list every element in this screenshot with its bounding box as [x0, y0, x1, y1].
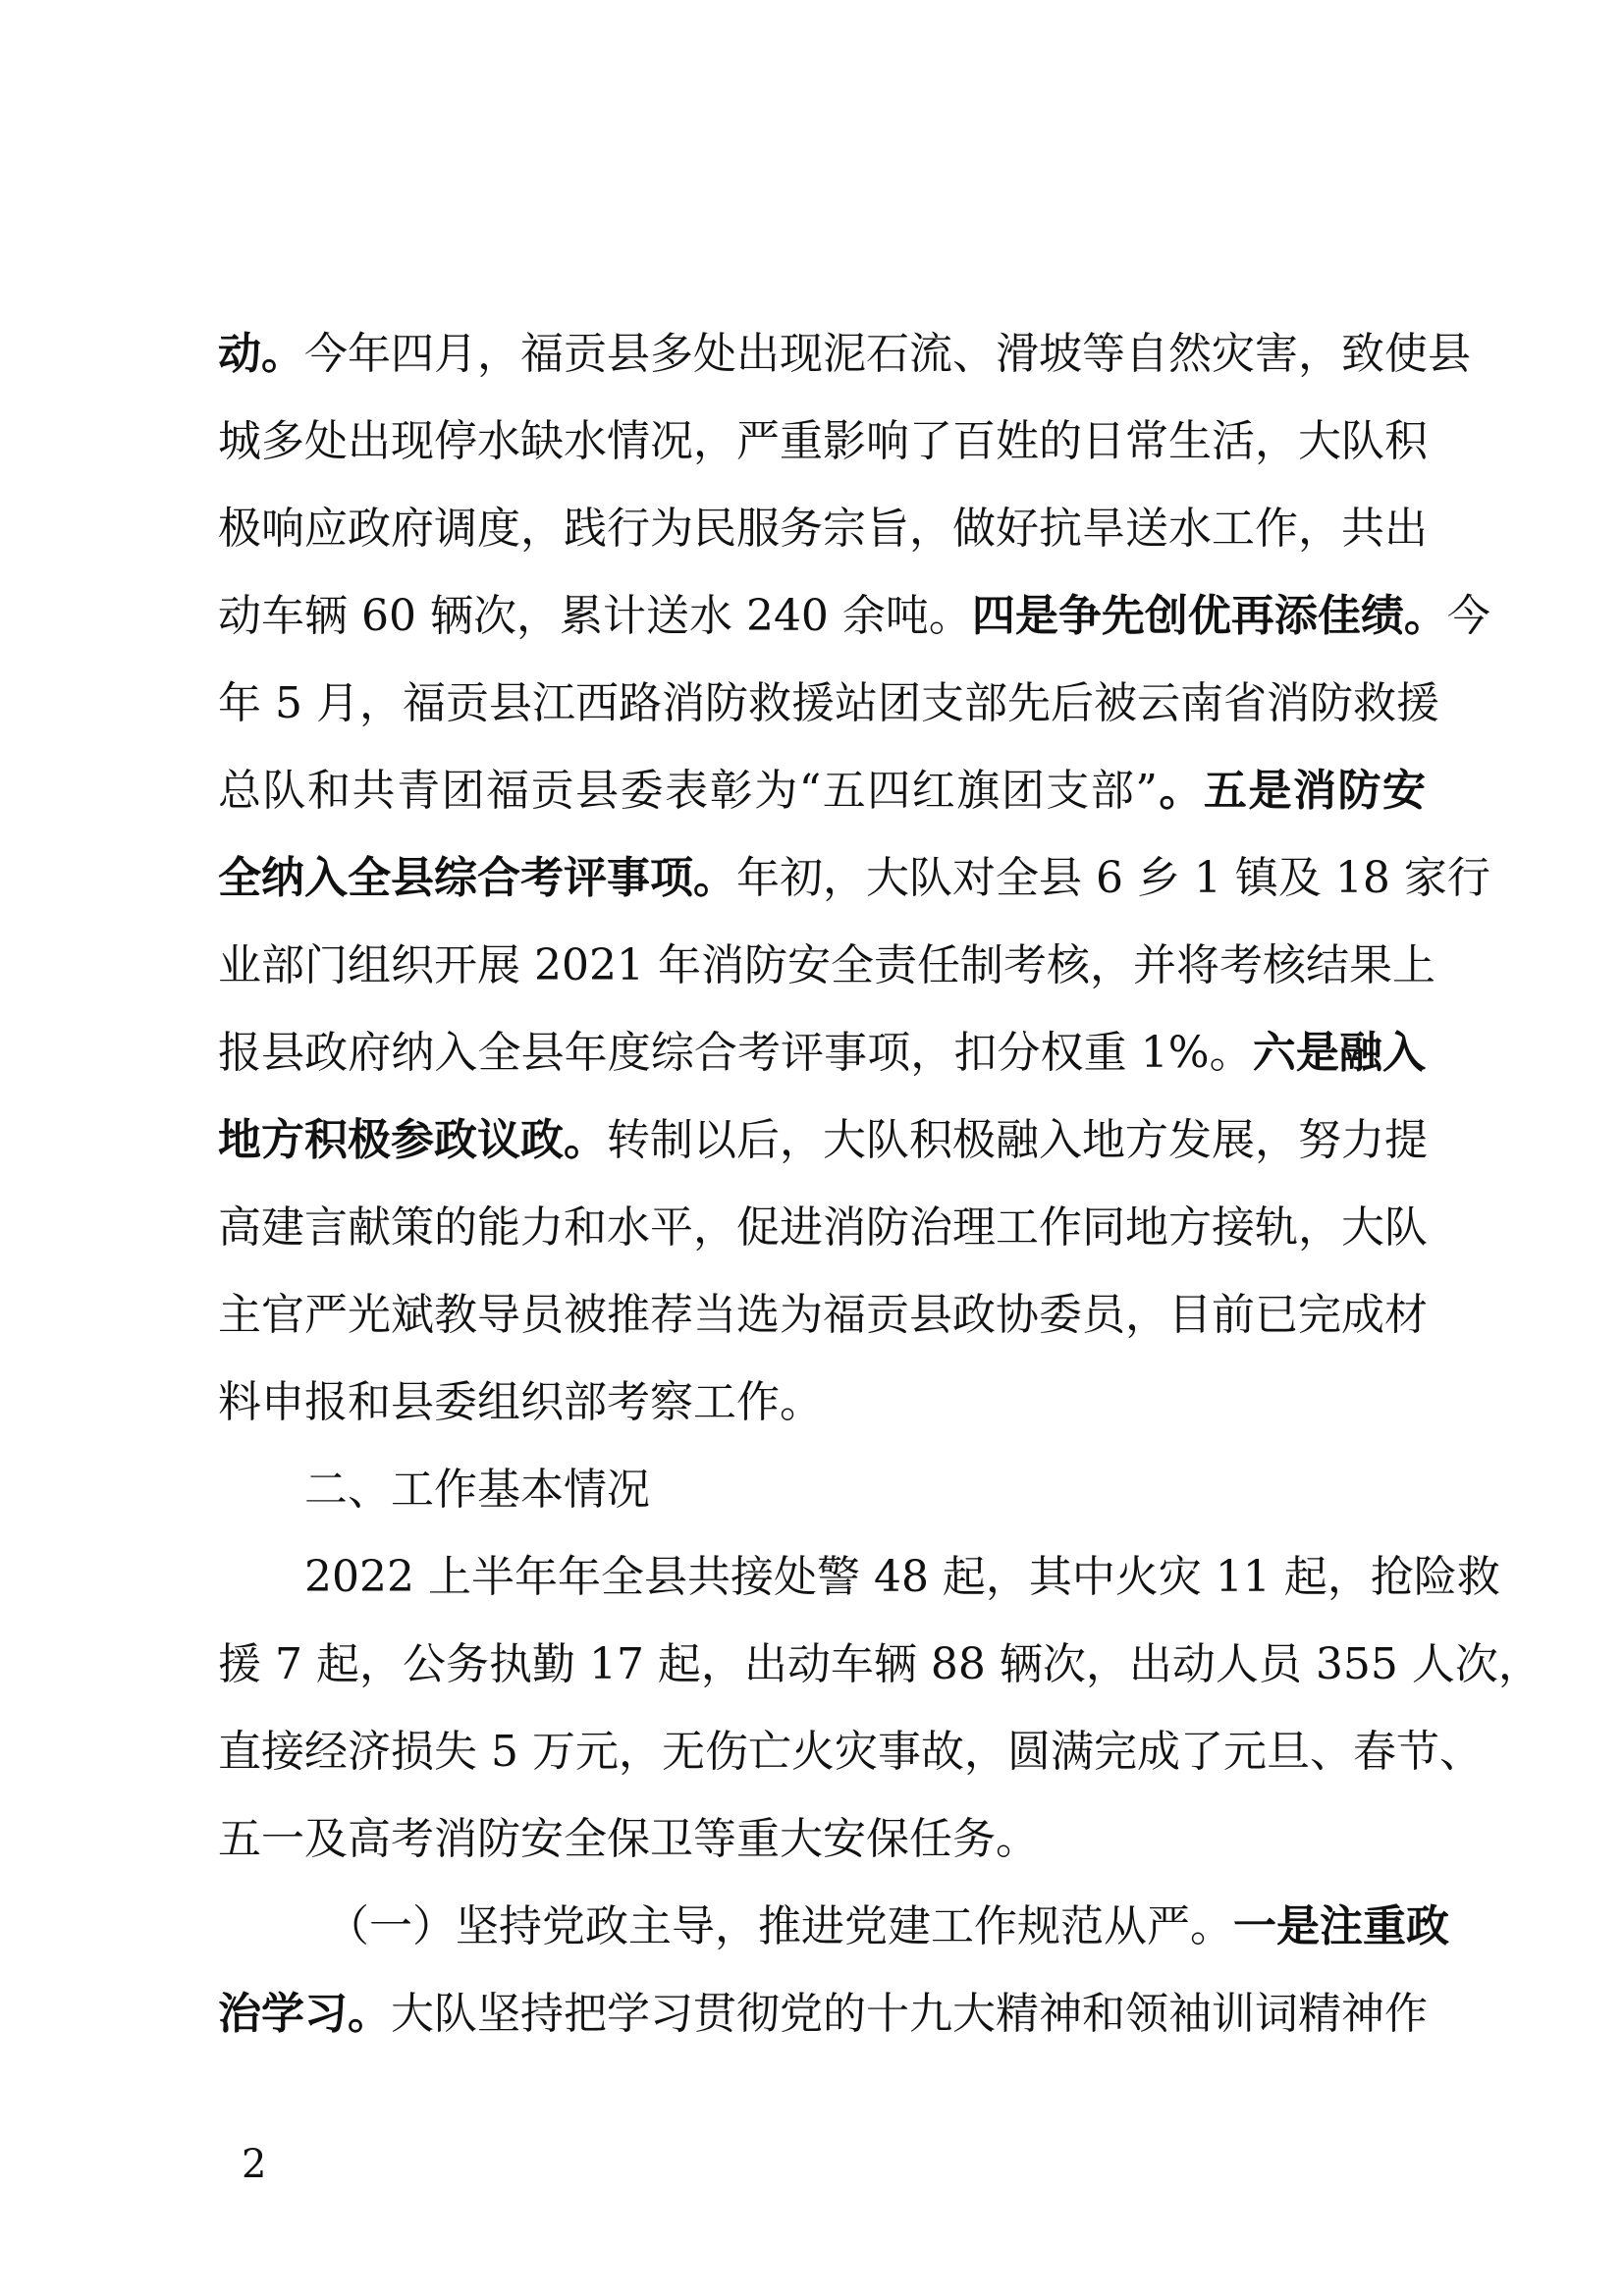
text-run: 今年四月，福贡县多处出现泥石流、滑坡等自然灾害，致使县: [304, 329, 1471, 379]
bold-run: 。五是消防安: [1157, 766, 1427, 816]
bold-run: 治学习。: [218, 1989, 391, 2039]
bold-run: 一是注重政: [1233, 1901, 1449, 1951]
text-line: [218, 1621, 1542, 1708]
text-line: [218, 1096, 1426, 1184]
text-line: [218, 1533, 1500, 1621]
text-run: 二、工作基本情况: [304, 1465, 650, 1515]
text-line: [218, 572, 1490, 660]
text-line: [218, 1184, 1426, 1271]
bold-run: 全纳入全县综合考评事项。: [218, 853, 736, 903]
text-run: 城多处出现停水缺水情况，严重影响了百姓的日常生活，大队积: [218, 416, 1428, 466]
text-run: 极响应政府调度，践行为民服务宗旨，做好抗旱送水工作，共出: [218, 504, 1428, 554]
text-run: 动车辆 60 辆次，累计送水 240 余吨。: [218, 591, 972, 641]
text-run: 今: [1446, 591, 1490, 641]
text-line: [218, 747, 1426, 834]
text-run: 总队和共青团福贡县委表彰为“五四红旗团支部”: [218, 766, 1158, 816]
body-text: [218, 310, 1542, 2057]
text-run: 2022 上半年年全县共接处警 48 起，其中火灾 11 起，抢险救: [304, 1552, 1500, 1602]
text-run: （一）坚持党政主导，推进党建工作规范从严。: [326, 1901, 1233, 1951]
text-line: [218, 485, 1426, 572]
bold-run: 四是争先创优再添佳绩。: [971, 591, 1447, 641]
text-line: [218, 1708, 1483, 1795]
text-run: 高建言献策的能力和水平，促进消防治理工作同地方接轨，大队: [218, 1202, 1428, 1253]
text-run: 料申报和县委组织部考察工作。: [218, 1377, 823, 1427]
text-run: 报县政府纳入全县年度综合考评事项，扣分权重 1%。: [218, 1028, 1253, 1078]
text-run: 业部门组织开展 2021 年消防安全责任制考核，并将考核结果上: [218, 940, 1435, 990]
text-run: 年 5 月，福贡县江西路消防救援站团支部先后被云南省消防救援: [218, 678, 1439, 728]
text-run: 转制以后，大队积极融入地方发展，努力提: [607, 1115, 1428, 1165]
page-number: 2: [242, 2142, 267, 2187]
text-line: [218, 1970, 1426, 2057]
text-line: [218, 834, 1490, 922]
bold-run: 动。: [218, 329, 304, 379]
text-line: [218, 660, 1439, 747]
bold-run: 六是融入: [1252, 1028, 1426, 1078]
text-run: 援 7 起，公务执勤 17 起，出动车辆 88 辆次，出动人员 355 人次，: [218, 1639, 1542, 1689]
text-line: [218, 1009, 1426, 1096]
text-line: [218, 1271, 1426, 1359]
bold-run: 地方积极参政议政。: [218, 1115, 607, 1165]
text-line: [218, 1795, 1426, 1883]
text-line: [218, 922, 1435, 1009]
text-run: 直接经济损失 5 万元，无伤亡火灾事故，圆满完成了元旦、春节、: [218, 1727, 1483, 1777]
text-run: 大队坚持把学习贯彻党的十九大精神和领袖训词精神作: [391, 1989, 1428, 2039]
text-line: [218, 310, 1471, 398]
section-heading: [218, 1446, 1426, 1533]
text-run: 年初，大队对全县 6 乡 1 镇及 18 家行: [736, 853, 1490, 903]
text-line: [218, 1359, 1426, 1446]
text-line: [218, 398, 1426, 485]
text-run: 五一及高考消防安全保卫等重大安保任务。: [218, 1814, 1039, 1864]
subsection-line: [218, 1883, 1449, 1970]
text-run: 主官严光斌教导员被推荐当选为福贡县政协委员，目前已完成材: [218, 1290, 1428, 1340]
